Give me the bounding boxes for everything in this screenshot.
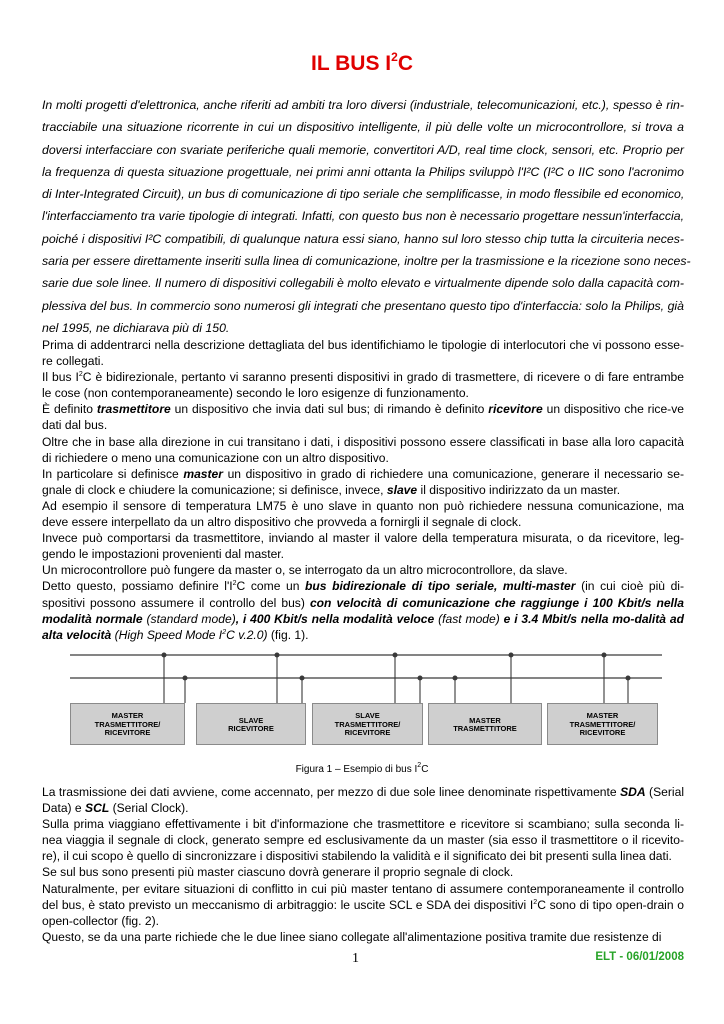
device-box-master-2: MASTER TRASMETTITORE: [428, 703, 542, 745]
term-ricevitore: ricevitore: [488, 402, 543, 417]
page-number: 1: [352, 951, 359, 966]
paragraph: Questo, se da una parte richiede che le due linee siano collegate all'alimentazione positiva tramite due resistenze di: [42, 929, 662, 944]
intro-line: la frequenza di questa situazione progettuale, nei primi anni ottanta la Philips sviluppò l'I²C (I²C o IIC sono l'acronimo: [42, 164, 684, 179]
paragraph: Oltre che in base alla direzione in cui transitano i dati, i dispositivi possono essere classificati in base alla loro capacità di richiedere o meno una comunicazione con un altro dispositivo.: [42, 434, 684, 465]
paragraph: Naturalmente, per evitare situazioni di conflitto in cui più master tentano di assumere contemporaneamente il controllo del bus, è stato previsto un meccanismo di arbitraggio: le uscite SCL e SDA dei dispositivi $I^2C$ sono di tipo open-drain o open-collector (fig. 2).: [42, 881, 684, 928]
device-box-master-1: MASTER TRASMETTITORE/ RICEVITORE: [70, 703, 185, 745]
paragraph: La trasmissione dei dati avviene, come accennato, per mezzo di due sole linee denominate rispettivamente SDA (Serial Data) e SCL (Serial Clock).: [42, 785, 685, 816]
intro-line: l'interfacciamento tra varie tipologie di integrati. Infatti, con questo bus non è necessario progettare nessun'interfaccia,: [42, 209, 684, 224]
paragraph: È definito trasmettitore un dispositivo che invia dati sul bus; di rimando è definito ricevitore un dispositivo che rice-ve dati dal bus.: [42, 402, 684, 433]
term-master: master: [183, 466, 223, 481]
intro-line: sarie due sole linee. Il numero di dispositivi collegabili è molto elevato e virtualmente dipende solo dalla capacità com-: [42, 276, 684, 291]
intro-line: di Inter-Integrated Circuit), un bus di comunicazione di tipo seriale che semplificasse, in modo flessibile ed economico,: [42, 187, 685, 202]
intro-line: doversi interfacciare con svariate periferiche quali memorie, convertitori A/D, real time clock, sensori, etc. Proprio per: [42, 142, 684, 157]
paragraph: Detto questo, possiamo definire $l'I^2C$ come un bus bidirezionale di tipo seriale, multi-master (in cui cioè più di-spositivi possono assumere il controllo del bus) con velocità di comunicazione che raggiunge i 100 Kbit/s nella modalità normale (standard mode), i 400 Kbit/s nella modalità veloce (fast mode) e i 3.4 Mbit/s nella mo-dalità ad alta velocità (High Speed Mode $I^2C$ v.2.0) (fig. 1).: [42, 579, 685, 642]
paragraph: Invece può comportarsi da trasmettitore, inviando al master il valore della temperatura misurata, o da ricevitore, leg-gendo le impostazioni provenienti dal master.: [42, 531, 684, 562]
intro-line: tracciabile una situazione ricorrente in cui un dispositivo intelligente, il più delle volte un microcontrollore, si trova a: [42, 120, 684, 135]
page-title: IL BUS $I^2C$: [311, 50, 413, 75]
body-text-continued: [42, 784, 684, 945]
body-text: [42, 337, 684, 643]
intro-line: poiché i dispositivi I²C compatibili, di qualunque natura essi siano, hanno sul loro stesso chip tutta la circuiteria neces-: [42, 231, 684, 246]
term-trasmettitore: trasmettitore: [96, 402, 171, 417]
paragraph: Prima di addentrarci nella descrizione dettagliata del bus identifichiamo le tipologie di interlocutori che vi possono esse-re collegati.: [42, 338, 684, 369]
term-sda: SDA: [620, 785, 646, 799]
paragraph: Il bus $I^2C$ è bidirezionale, pertanto vi saranno presenti dispositivi in grado di trasmettere, di ricevere o di fare entrambe le cose (non contemporaneamente) secondo le loro esigenze di funzionamento.: [42, 370, 684, 401]
device-box-master-3: MASTER TRASMETTITORE/ RICEVITORE: [547, 703, 658, 745]
paragraph: Se sul bus sono presenti più master ciascuno dovrà generare il proprio segnale di clock.: [42, 865, 514, 880]
footer-label: ELT - 06/01/2008: [595, 951, 684, 963]
figure-caption: Figura 1 – Esempio di bus $I^2C$: [295, 762, 429, 775]
intro-line: plessiva del bus. In commercio sono numerosi gli integrati che presentano questo tipo d'interfaccia: solo la Philips, già: [42, 298, 684, 313]
paragraph: Sulla prima viaggiano effettivamente i bit d'informazione che trasmettitore e ricevitore si scambiano; sulla seconda li-nea viaggia il segnale di clock, generato sempre ed esclusivamente da un master (sia esso il trasmettitore o il ricevito-re), il cui scopo è quello di sincronizzare i dispositivi stabilendo la validità e il significato dei bit presenti sulla linea dati.: [42, 817, 684, 864]
intro-paragraph: [42, 94, 691, 339]
intro-line: nel 1995, ne dichiarava più di 150.: [42, 320, 230, 335]
paragraph: Ad esempio il sensore di temperatura LM75 è uno slave in quanto non può richiedere nessuna comunicazione, ma deve essere interpellato da un altro dispositivo che provveda a fornirgli il segnale di clock.: [42, 498, 684, 530]
intro-line: saria per essere direttamente inseriti sulla linea di comunicazione, inoltre per la trasmissione e la ricezione sono neces-: [42, 254, 691, 269]
intro-line: In molti progetti d'elettronica, anche riferiti ad ambiti tra loro diversi (industriale, telecomunicazioni, etc.), spesso è rin-: [42, 98, 684, 112]
paragraph: Un microcontrollore può fungere da master o, se interrogato da un altro microcontrollore, da slave.: [42, 563, 568, 578]
term-slave: slave: [386, 482, 418, 497]
term-scl: SCL: [85, 801, 110, 816]
device-box-slave-2: SLAVE TRASMETTITORE/ RICEVITORE: [312, 703, 423, 745]
device-box-slave-1: SLAVE RICEVITORE: [196, 703, 306, 745]
paragraph: In particolare si definisce master un dispositivo in grado di richiedere una comunicazione, generare il necessario se-gnale di clock e chiudere la comunicazione; si definisce, invece, slave il dispositivo indirizzato da un master.: [42, 466, 684, 497]
